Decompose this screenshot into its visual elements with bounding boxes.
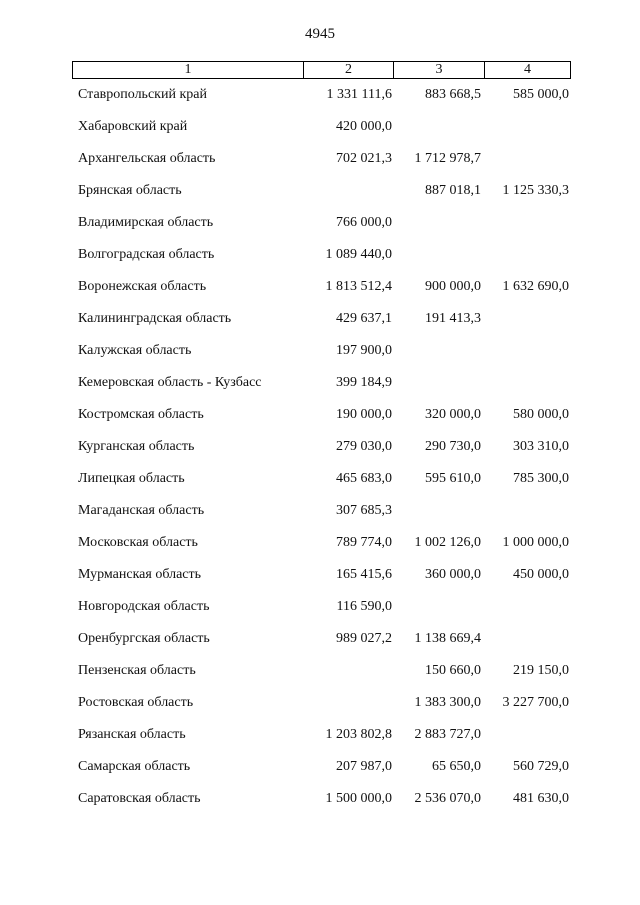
table-row (0, 438, 640, 470)
region-name: Московская область (78, 535, 198, 550)
table-row (0, 374, 640, 406)
value-col-2: 465 683,0 (336, 471, 392, 486)
table-row (0, 470, 640, 502)
column-header-4: 4 (524, 62, 531, 77)
table-row (0, 310, 640, 342)
value-col-4: 3 227 700,0 (502, 695, 569, 710)
value-col-2: 702 021,3 (336, 151, 392, 166)
value-col-4: 450 000,0 (513, 567, 569, 582)
table-row (0, 246, 640, 278)
table-row (0, 790, 640, 822)
region-name: Калужская область (78, 343, 192, 358)
value-col-2: 307 685,3 (336, 503, 392, 518)
value-col-3: 887 018,1 (425, 183, 481, 198)
value-col-3: 595 610,0 (425, 471, 481, 486)
table-row (0, 150, 640, 182)
value-col-2: 207 987,0 (336, 759, 392, 774)
table-row (0, 406, 640, 438)
table-row (0, 566, 640, 598)
value-col-2: 429 637,1 (336, 311, 392, 326)
value-col-4: 1 125 330,3 (502, 183, 569, 198)
table-row (0, 214, 640, 246)
value-col-2: 165 415,6 (336, 567, 392, 582)
table-row (0, 726, 640, 758)
value-col-4: 481 630,0 (513, 791, 569, 806)
value-col-4: 219 150,0 (513, 663, 569, 678)
value-col-3: 360 000,0 (425, 567, 481, 582)
value-col-3: 290 730,0 (425, 439, 481, 454)
column-header-3: 3 (394, 62, 485, 78)
value-col-3: 1 138 669,4 (414, 631, 481, 646)
value-col-2: 197 900,0 (336, 343, 392, 358)
value-col-3: 1 712 978,7 (414, 151, 481, 166)
column-header-1: 1 (73, 62, 304, 78)
value-col-3: 1 383 300,0 (414, 695, 481, 710)
region-name: Пензенская область (78, 663, 196, 678)
value-col-2: 420 000,0 (336, 119, 392, 134)
value-col-2: 989 027,2 (336, 631, 392, 646)
region-name: Ростовская область (78, 695, 194, 710)
table-row (0, 182, 640, 214)
region-name: Брянская область (78, 183, 182, 198)
region-name: Калининградская область (78, 311, 232, 326)
value-col-3: 883 668,5 (425, 87, 481, 102)
region-name: Новгородская область (78, 599, 210, 614)
region-name: Волгоградская область (78, 247, 215, 262)
table-row (0, 502, 640, 534)
region-name: Архангельская область (78, 151, 216, 166)
value-col-3: 1 002 126,0 (414, 535, 481, 550)
region-name: Рязанская область (78, 727, 186, 742)
region-name: Курганская область (78, 439, 195, 454)
region-name: Мурманская область (78, 567, 202, 582)
table-row (0, 534, 640, 566)
region-name: Кемеровская область - Кузбасс (78, 375, 262, 390)
table-row (0, 758, 640, 790)
value-col-3: 900 000,0 (425, 279, 481, 294)
table-row (0, 342, 640, 374)
region-name: Ставропольский край (78, 87, 207, 102)
value-col-4: 785 300,0 (513, 471, 569, 486)
value-col-3: 320 000,0 (425, 407, 481, 422)
table-row (0, 694, 640, 726)
region-name: Владимирская область (78, 215, 214, 230)
value-col-2: 789 774,0 (336, 535, 392, 550)
region-name: Оренбургская область (78, 631, 210, 646)
value-col-3: 2 883 727,0 (414, 727, 481, 742)
value-col-2: 190 000,0 (336, 407, 392, 422)
value-col-3: 65 650,0 (432, 759, 481, 774)
value-col-4: 585 000,0 (513, 87, 569, 102)
table-row (0, 118, 640, 150)
value-col-2: 279 030,0 (336, 439, 392, 454)
page-number: 4945 (305, 26, 335, 42)
region-name: Хабаровский край (78, 119, 188, 134)
value-col-4: 1 632 690,0 (502, 279, 569, 294)
value-col-3: 150 660,0 (425, 663, 481, 678)
value-col-2: 1 203 802,8 (325, 727, 392, 742)
value-col-2: 1 500 000,0 (325, 791, 392, 806)
region-name: Костромская область (78, 407, 204, 422)
region-name: Липецкая область (78, 471, 185, 486)
value-col-2: 766 000,0 (336, 215, 392, 230)
table-header (72, 61, 571, 79)
table-body (0, 86, 640, 822)
value-col-2: 1 089 440,0 (325, 247, 392, 262)
table-row (0, 278, 640, 310)
region-name: Воронежская область (78, 279, 207, 294)
value-col-2: 116 590,0 (336, 599, 392, 614)
value-col-4: 303 310,0 (513, 439, 569, 454)
value-col-4: 1 000 000,0 (502, 535, 569, 550)
value-col-2: 1 331 111,6 (326, 87, 392, 102)
value-col-2: 1 813 512,4 (325, 279, 392, 294)
value-col-2: 399 184,9 (336, 375, 392, 390)
table-row (0, 598, 640, 630)
value-col-3: 191 413,3 (425, 311, 481, 326)
value-col-3: 2 536 070,0 (414, 791, 481, 806)
region-name: Магаданская область (78, 503, 205, 518)
value-col-4: 580 000,0 (513, 407, 569, 422)
region-name: Самарская область (78, 759, 191, 774)
value-col-4: 560 729,0 (513, 759, 569, 774)
column-header-2: 2 (304, 62, 394, 78)
table-row (0, 86, 640, 118)
table-row (0, 662, 640, 694)
region-name: Саратовская область (78, 791, 201, 806)
table-row (0, 630, 640, 662)
